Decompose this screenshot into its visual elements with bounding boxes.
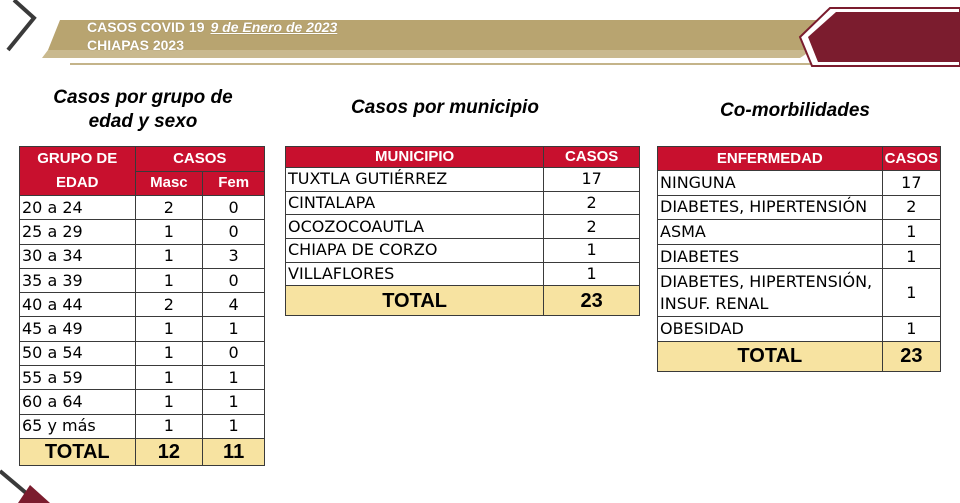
age-group-cell: 45 a 49 (20, 317, 136, 341)
header-title (87, 18, 337, 54)
age-group-cell: 60 a 64 (20, 390, 136, 414)
age-group-cell: 30 a 34 (20, 244, 136, 268)
age-row (20, 268, 265, 292)
age-group-header-line2: EDAD (56, 174, 99, 191)
muni-cases-cell: 1 (544, 262, 640, 286)
muni-row (286, 168, 640, 192)
municipality-table (285, 146, 640, 316)
disease-cell (658, 269, 883, 317)
fem-cell: 0 (203, 220, 265, 244)
muni-row (286, 215, 640, 239)
fem-cell: 0 (203, 341, 265, 365)
disease-line: DIABETES (660, 246, 740, 266)
como-cases-cell: 1 (882, 269, 940, 317)
como-cases-cell: 1 (882, 244, 940, 269)
disease-cell (658, 220, 883, 245)
header-line1: CASOS COVID 19 (87, 19, 205, 35)
como-cases-cell: 17 (882, 171, 940, 196)
como-row (658, 220, 941, 245)
fem-cell: 1 (203, 317, 265, 341)
header-date: 9 de Enero de 2023 (210, 19, 338, 35)
muni-section-title: Casos por municipio (351, 97, 539, 118)
muni-cases-cell: 17 (544, 168, 640, 192)
como-cases-cell: 1 (882, 220, 940, 245)
como-row (658, 317, 941, 342)
age-row (20, 220, 265, 244)
como-row (658, 244, 941, 269)
masc-cell: 1 (135, 317, 203, 341)
muni-row (286, 239, 640, 263)
muni-cases-header: CASOS (544, 147, 640, 168)
masc-cell: 1 (135, 268, 203, 292)
age-group-cell: 35 a 39 (20, 268, 136, 292)
age-section-title (30, 86, 256, 134)
masc-cell: 1 (135, 341, 203, 365)
corner-decoration (0, 463, 70, 503)
como-total-cases: 23 (882, 341, 940, 371)
disease-cell (658, 195, 883, 220)
age-row (20, 317, 265, 341)
muni-cases-cell: 2 (544, 191, 640, 215)
age-row (20, 293, 265, 317)
fem-cell: 0 (203, 268, 265, 292)
age-title-line1: Casos por grupo de (53, 87, 233, 108)
como-cases-cell: 2 (882, 195, 940, 220)
age-row (20, 390, 265, 414)
muni-row (286, 191, 640, 215)
fem-cell: 1 (203, 390, 265, 414)
como-row (658, 195, 941, 220)
como-row (658, 269, 941, 317)
header-line2: CHIAPAS 2023 (87, 37, 185, 53)
disease-cell (658, 171, 883, 196)
masc-cell: 1 (135, 366, 203, 390)
age-group-header-line1: GRUPO DE (37, 150, 118, 167)
muni-cases-cell: 2 (544, 215, 640, 239)
header-band (0, 0, 960, 70)
como-section-title: Co-morbilidades (720, 100, 870, 121)
age-row (20, 366, 265, 390)
age-cases-header: CASOS (135, 147, 264, 172)
disease-cell (658, 317, 883, 342)
age-sex-table (19, 146, 265, 466)
municipality-cell: CINTALAPA (286, 191, 544, 215)
age-total-label: TOTAL (20, 438, 136, 465)
municipality-cell: CHIAPA DE CORZO (286, 239, 544, 263)
age-row (20, 414, 265, 438)
municipality-cell: OCOZOCOAUTLA (286, 215, 544, 239)
masc-cell: 2 (135, 196, 203, 220)
como-cases-header: CASOS (882, 147, 940, 171)
age-total-row (20, 438, 265, 465)
age-row (20, 196, 265, 220)
age-group-header (20, 147, 136, 196)
disease-line-2: INSUF. RENAL (660, 293, 769, 313)
muni-total-label: TOTAL (286, 286, 544, 316)
age-row (20, 244, 265, 268)
age-group-cell: 50 a 54 (20, 341, 136, 365)
age-row (20, 341, 265, 365)
age-title-line2: edad y sexo (88, 111, 198, 132)
age-table-body (20, 196, 265, 439)
age-group-cell: 40 a 44 (20, 293, 136, 317)
muni-table-body (286, 168, 640, 286)
disease-line: OBESIDAD (660, 319, 744, 339)
age-group-cell: 25 a 29 (20, 220, 136, 244)
fem-cell: 1 (203, 366, 265, 390)
fem-cell: 0 (203, 196, 265, 220)
masc-cell: 1 (135, 390, 203, 414)
comorbidity-table (657, 146, 941, 372)
fem-cell: 3 (203, 244, 265, 268)
age-group-cell: 55 a 59 (20, 366, 136, 390)
disease-header: ENFERMEDAD (658, 147, 883, 171)
age-total-masc: 12 (135, 438, 203, 465)
como-cases-cell: 1 (882, 317, 940, 342)
muni-total-row (286, 286, 640, 316)
como-total-row (658, 341, 941, 371)
disease-line: DIABETES, HIPERTENSIÓN, (660, 271, 873, 291)
masc-cell: 2 (135, 293, 203, 317)
como-row (658, 171, 941, 196)
municipality-cell: VILLAFLORES (286, 262, 544, 286)
municipality-cell: TUXTLA GUTIÉRREZ (286, 168, 544, 192)
age-total-fem: 11 (203, 438, 265, 465)
fem-cell: 4 (203, 293, 265, 317)
municipality-header: MUNICIPIO (286, 147, 544, 168)
como-table-body (658, 171, 941, 342)
muni-total-cases: 23 (544, 286, 640, 316)
masc-cell: 1 (135, 244, 203, 268)
disease-line: DIABETES, HIPERTENSIÓN (660, 197, 868, 217)
disease-line: ASMA (660, 221, 706, 241)
age-group-cell: 20 a 24 (20, 196, 136, 220)
fem-cell: 1 (203, 414, 265, 438)
como-total-label: TOTAL (658, 341, 883, 371)
disease-line: NINGUNA (660, 172, 736, 192)
muni-cases-cell: 1 (544, 239, 640, 263)
fem-header: Fem (203, 171, 265, 196)
age-group-cell: 65 y más (20, 414, 136, 438)
disease-cell (658, 244, 883, 269)
masc-header: Masc (135, 171, 203, 196)
masc-cell: 1 (135, 220, 203, 244)
masc-cell: 1 (135, 414, 203, 438)
muni-row (286, 262, 640, 286)
